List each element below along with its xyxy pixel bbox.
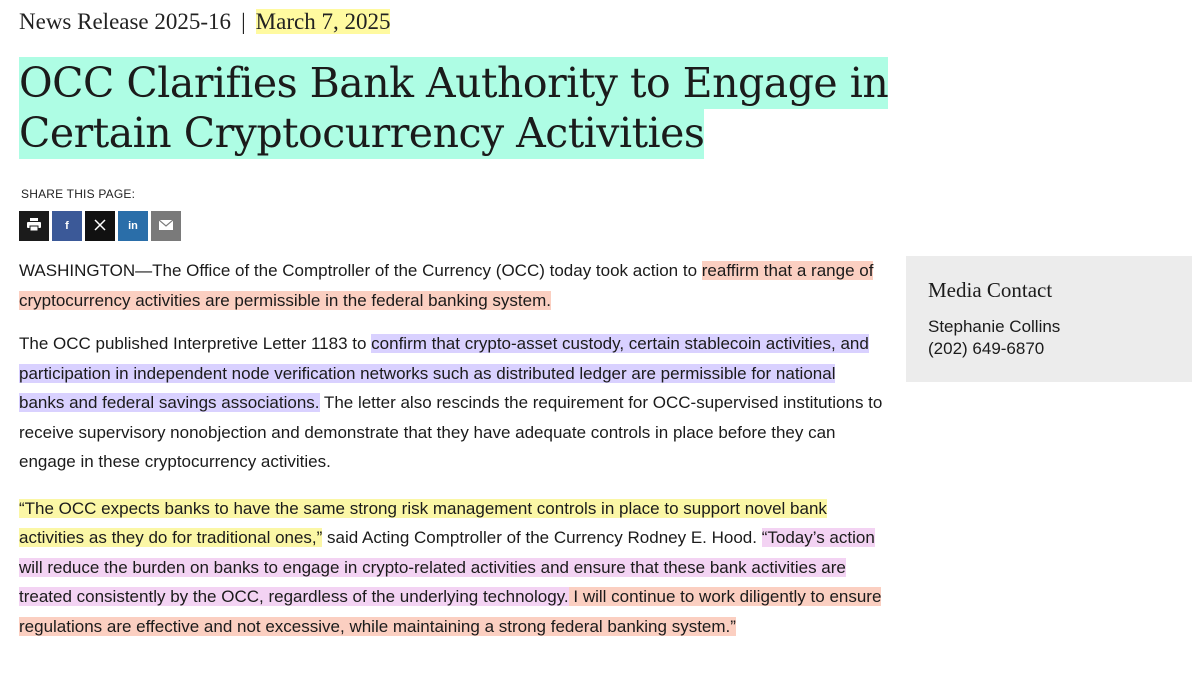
facebook-share-button[interactable] xyxy=(52,211,82,241)
release-number: News Release 2025-16 xyxy=(19,9,232,34)
p2-text: The OCC published Interpretive Letter 1183 to xyxy=(19,334,372,353)
share-buttons xyxy=(19,211,181,241)
email-share-button[interactable] xyxy=(151,211,181,241)
p3-quote-3: I will continue to work diligently to ensure regulations are effective and not excessive, while maintaining a strong federal banking system.” xyxy=(19,587,882,636)
email-icon xyxy=(159,220,173,233)
media-contact-box xyxy=(906,256,1192,382)
release-line xyxy=(19,6,390,38)
paragraph-2 xyxy=(19,329,885,477)
x-icon xyxy=(94,219,106,234)
paragraph-3 xyxy=(19,494,885,642)
linkedin-icon: in xyxy=(128,220,138,232)
print-button[interactable] xyxy=(19,211,49,241)
media-contact-title: Media Contact xyxy=(928,278,1053,302)
facebook-icon: f xyxy=(65,220,69,232)
release-separator: | xyxy=(241,9,246,34)
p3-attribution: said Acting Comptroller of the Currency Rodney E. Hood. xyxy=(322,528,762,547)
page-title-text: OCC Clarifies Bank Authority to Engage in Certain Cryptocurrency Activities xyxy=(19,59,889,157)
p2-highlight: confirm that crypto-asset custody, certain stablecoin activities, and participation in independent node verification networks such as distributed ledger are permissible for national banks and federal savings associations. xyxy=(19,334,869,412)
article-body xyxy=(19,256,885,655)
p3-quote-2: “Today’s action will reduce the burden on banks to engage in crypto-related activities and ensure that these bank activities are treated consistently by the OCC, regardless of the underlying technology. xyxy=(19,528,875,606)
share-label: SHARE THIS PAGE: xyxy=(21,187,136,201)
p1-text: WASHINGTON—The Office of the Comptroller of the Currency (OCC) today took action to xyxy=(19,261,702,280)
print-icon xyxy=(27,218,41,234)
p2-text-end: The letter also rescinds the requirement for OCC-supervised institutions to receive supervisory nonobjection and demonstrate that they have adequate controls in place before they can engage in these cryptocurrency activities. xyxy=(19,393,883,471)
p1-highlight: reaffirm that a range of cryptocurrency activities are permissible in the federal banking system. xyxy=(19,261,874,310)
media-contact-name: Stephanie Collins xyxy=(928,317,1061,336)
linkedin-share-button[interactable] xyxy=(118,211,148,241)
page-title xyxy=(19,58,979,158)
p3-quote-1: “The OCC expects banks to have the same strong risk management controls in place to support novel bank activities as they do for traditional ones,” xyxy=(19,498,827,547)
release-date: March 7, 2025 xyxy=(255,9,391,34)
paragraph-1 xyxy=(19,256,885,315)
media-contact-phone: (202) 649-6870 xyxy=(928,339,1045,358)
x-share-button[interactable] xyxy=(85,211,115,241)
